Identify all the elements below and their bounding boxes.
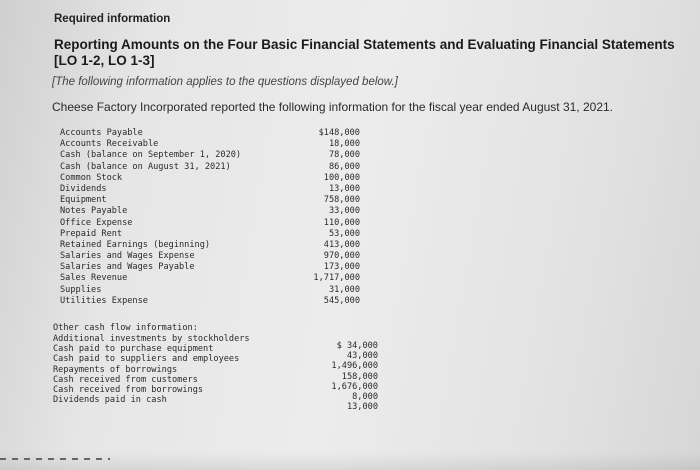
account-label: Common Stock [60, 172, 123, 183]
cash-flow-value: 1,676,000 [331, 381, 378, 392]
dashed-divider [0, 458, 110, 460]
account-value: 173,000 [323, 262, 360, 273]
account-label: Supplies [60, 284, 102, 295]
account-label: Cash (balance on September 1, 2020) [60, 150, 242, 161]
accounts-labels [60, 128, 241, 307]
account-value: $148,000 [318, 128, 360, 138]
account-value: 13,000 [328, 183, 360, 194]
account-value: 53,000 [328, 228, 360, 239]
account-value: 31,000 [328, 284, 360, 295]
account-label: Prepaid Rent [60, 228, 123, 239]
account-label: Utilities Expense [60, 295, 148, 306]
account-value: 33,000 [328, 206, 360, 217]
account-label: Accounts Payable [60, 128, 143, 138]
account-value: 100,000 [323, 172, 360, 183]
cash-flow-header: Other cash flow information: [53, 323, 198, 333]
cash-flow-label: Cash received from customers [53, 374, 198, 385]
account-label: Salaries and Wages Expense [60, 251, 195, 262]
cash-flow-value: 13,000 [346, 402, 378, 413]
account-value: 970,000 [323, 251, 360, 262]
account-label: Cash (balance on August 31, 2021) [60, 161, 231, 172]
cash-flow-value: 158,000 [341, 371, 378, 382]
account-value: 86,000 [328, 161, 360, 172]
cash-flow-label: Repayments of borrowings [53, 364, 178, 375]
account-label: Retained Earnings (beginning) [60, 239, 211, 250]
applies-note: [The following information applies to the questions displayed below.] [52, 76, 398, 88]
account-label: Equipment [60, 195, 107, 206]
cash-flow-label: Dividends paid in cash [53, 395, 167, 406]
cash-flow-value: $ 34,000 [336, 341, 378, 351]
cash-flow-value: 43,000 [346, 351, 378, 362]
account-value: 413,000 [323, 239, 360, 250]
cash-flow-value: 1,496,000 [331, 361, 378, 372]
bottom-shadow [0, 452, 700, 470]
account-value: 1,717,000 [313, 273, 360, 284]
account-value: 110,000 [323, 217, 360, 228]
account-label: Accounts Receivable [60, 139, 159, 150]
account-label: Office Expense [60, 217, 133, 228]
cash-flow-label: Cash paid to suppliers and employees [53, 354, 240, 365]
cash-flow-values [310, 341, 378, 412]
account-label: Sales Revenue [60, 273, 128, 284]
cash-flow-label: Cash received from borrowings [53, 384, 204, 395]
required-information-heading: Required information [54, 13, 171, 25]
cash-flow-label: Additional investments by stockholders [53, 334, 250, 344]
account-label: Salaries and Wages Payable [60, 262, 195, 273]
account-value: 18,000 [328, 139, 360, 150]
cash-flow-label: Cash paid to purchase equipment [53, 344, 214, 355]
account-label: Dividends [60, 183, 107, 194]
accounts-values [300, 128, 360, 307]
cash-flow-labels [53, 334, 250, 405]
account-value: 758,000 [323, 195, 360, 206]
account-value: 78,000 [328, 150, 360, 161]
intro-text: Cheese Factory Incorporated reported the following information for the fiscal year ended August 31, 2021. [52, 100, 613, 114]
account-value: 545,000 [323, 295, 360, 306]
account-label: Notes Payable [60, 206, 128, 217]
cash-flow-value: 8,000 [352, 391, 378, 402]
problem-title: Reporting Amounts on the Four Basic Financial Statements and Evaluating Financial Statements [LO 1-2, LO 1-3] [54, 37, 675, 68]
